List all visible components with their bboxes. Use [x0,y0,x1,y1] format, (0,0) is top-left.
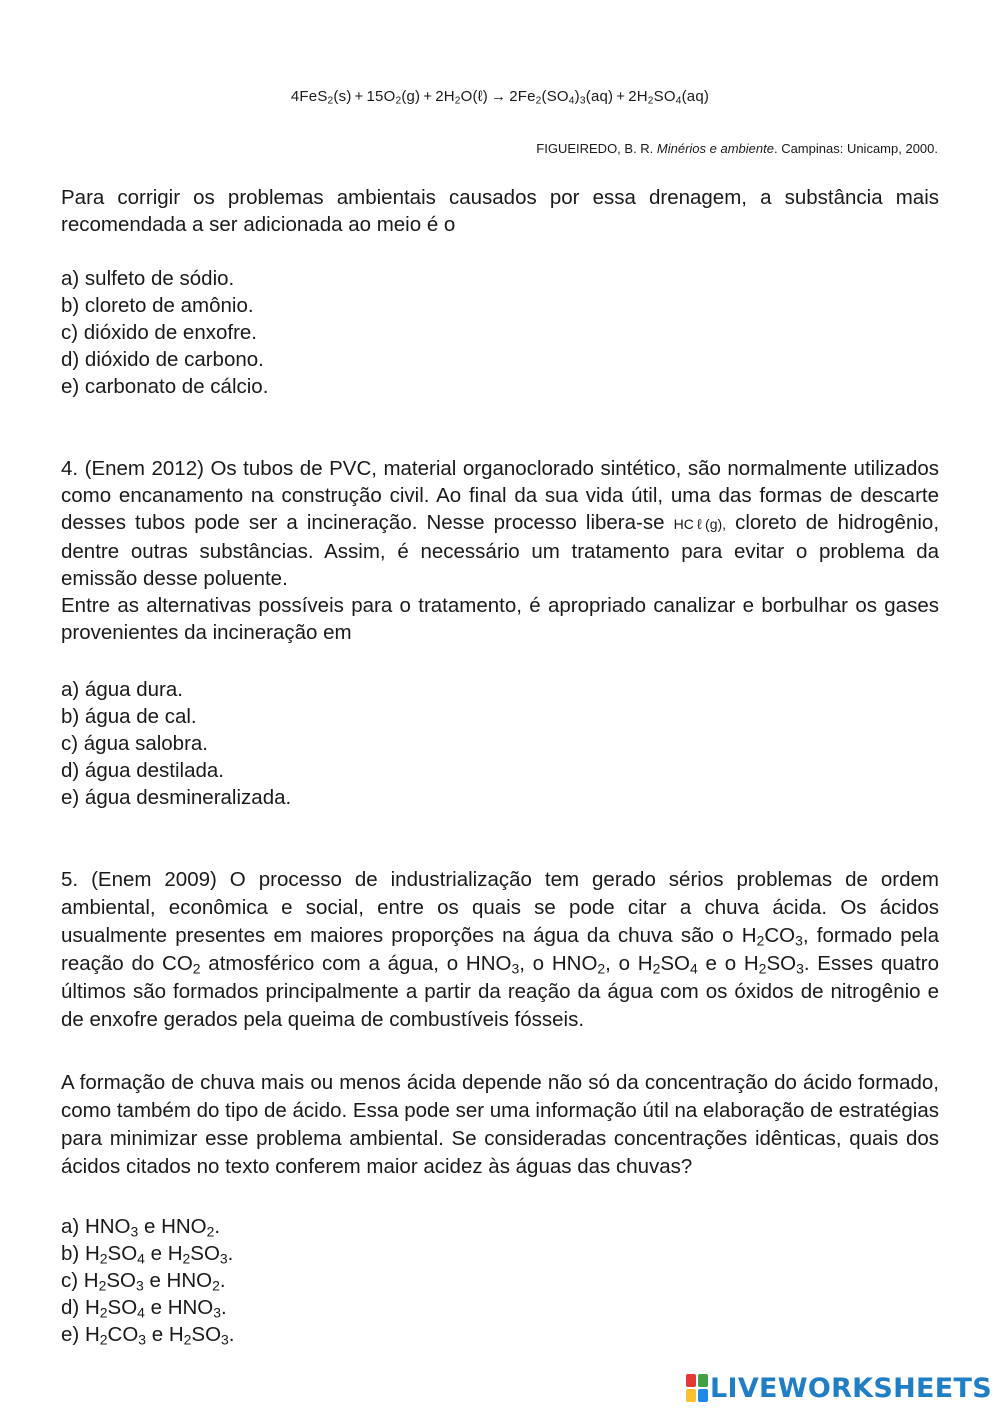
q5-question: A formação de chuva mais ou menos ácida depende não só da concentração do ácido formado, como também do tipo de ácido. Essa pode ser uma informação útil na elaboração de estratégias para minimizar esse problema ambiental. Se consideradas concentrações idênticas, quais dos ácidos citados no texto conferem maior acidez às águas das chuvas? [61,1071,939,1178]
q4-number: 4. [61,457,79,480]
q4-statement: 4. (Enem 2012) Os tubos de PVC, material organoclorado sintético, são normalmente utilizados como encanamento na construção civil. Ao final da sua vida útil, uma das formas de descarte desses tubos pode ser a incineração. Nesse processo libera-se HCℓ(g), cloreto de hidrogênio, dentre outras substâncias. Assim, é necessário um tratamento para evitar o problema da emissão desse poluente. Entre as alternativas possíveis para o tratamento, é apropriado canalizar e borbulhar os gases provenientes da incineração em [61,457,940,644]
liveworksheets-logo[interactable] [686,1371,992,1405]
q3-option-a[interactable]: a) sulfeto de sódio. [61,267,235,290]
q3-prompt: Para corrigir os problemas ambientais causados por essa drenagem, a substância mais recomendada a ser adicionada ao meio é o [61,186,939,236]
q4-option-b[interactable]: b) água de cal. [61,705,197,728]
q5-option-d[interactable]: d) $H_2SO_4$ e $HNO_3$. [61,1296,227,1321]
logo-square-icon [698,1389,708,1402]
logo-text: LIVEWORKSHEETS [709,1372,992,1404]
q5-option-c[interactable]: c) $H_2SO_3$ e $HNO_2$. [61,1269,226,1294]
q4-option-d[interactable]: d) água destilada. [61,759,224,782]
q3-option-e[interactable]: e) carbonato de cálcio. [61,375,269,398]
q4-option-a[interactable]: a) água dura. [61,678,183,701]
q3-option-c[interactable]: c) dióxido de enxofre. [61,321,258,344]
q5-statement: 5. (Enem 2009) O processo de industrialização tem gerado sérios problemas de ordem ambiental, econômica e social, entre os quais se pode citar a chuva ácida. Os ácidos usualmente presentes em maiores proporções na água da chuva são o $H_2CO_3$, formado pela reação do $CO_2$ atmosférico com a água, o $HNO_3$, o $HNO_2$, o $H_2SO_4$ e o $H_2SO_3$. Esses quatro últimos são formados principalmente a partir da reação da água com os óxidos de nitrogênio e de enxofre gerados pela queima de combustíveis fósseis. [61,868,939,1031]
q5-option-a[interactable]: a) $HNO_3$ e $HNO_2$. [61,1215,221,1240]
q3-option-d[interactable]: d) dióxido de carbono. [61,348,264,371]
q3-options [61,265,939,400]
q5-options [61,1213,939,1348]
q4-options [61,676,939,811]
citation: FIGUEIREDO, B. R. Minérios e ambiente. Campinas: Unicamp, 2000. [536,141,938,156]
logo-square-icon [686,1374,696,1387]
hcl-formula: HCℓ(g), [673,516,727,532]
q3-option-b[interactable]: b) cloreto de amônio. [61,294,254,317]
q4-source: (Enem 2012) [78,457,204,480]
chemical-equation: $4FeS_2(s) + 15O_2(g)$ + $2H_2O(\ell) \to 2Fe_2(SO_4)_3(aq) + 2H_2SO_4(aq)$ [290,88,710,107]
q4-option-e[interactable]: e) água desmineralizada. [61,786,292,809]
q5-option-e[interactable]: e) $H_2CO_3$ e $H_2SO_3$. [61,1323,235,1348]
q5-option-b[interactable]: b) $H_2SO_4$ e $H_2SO_3$. [61,1242,234,1267]
logo-square-icon [698,1374,708,1387]
q5-source: (Enem 2009) [78,868,217,891]
q4-option-c[interactable]: c) água salobra. [61,732,209,755]
logo-square-icon [686,1389,696,1402]
q5-number: 5. [61,868,79,891]
logo-mark-icon [686,1374,708,1402]
